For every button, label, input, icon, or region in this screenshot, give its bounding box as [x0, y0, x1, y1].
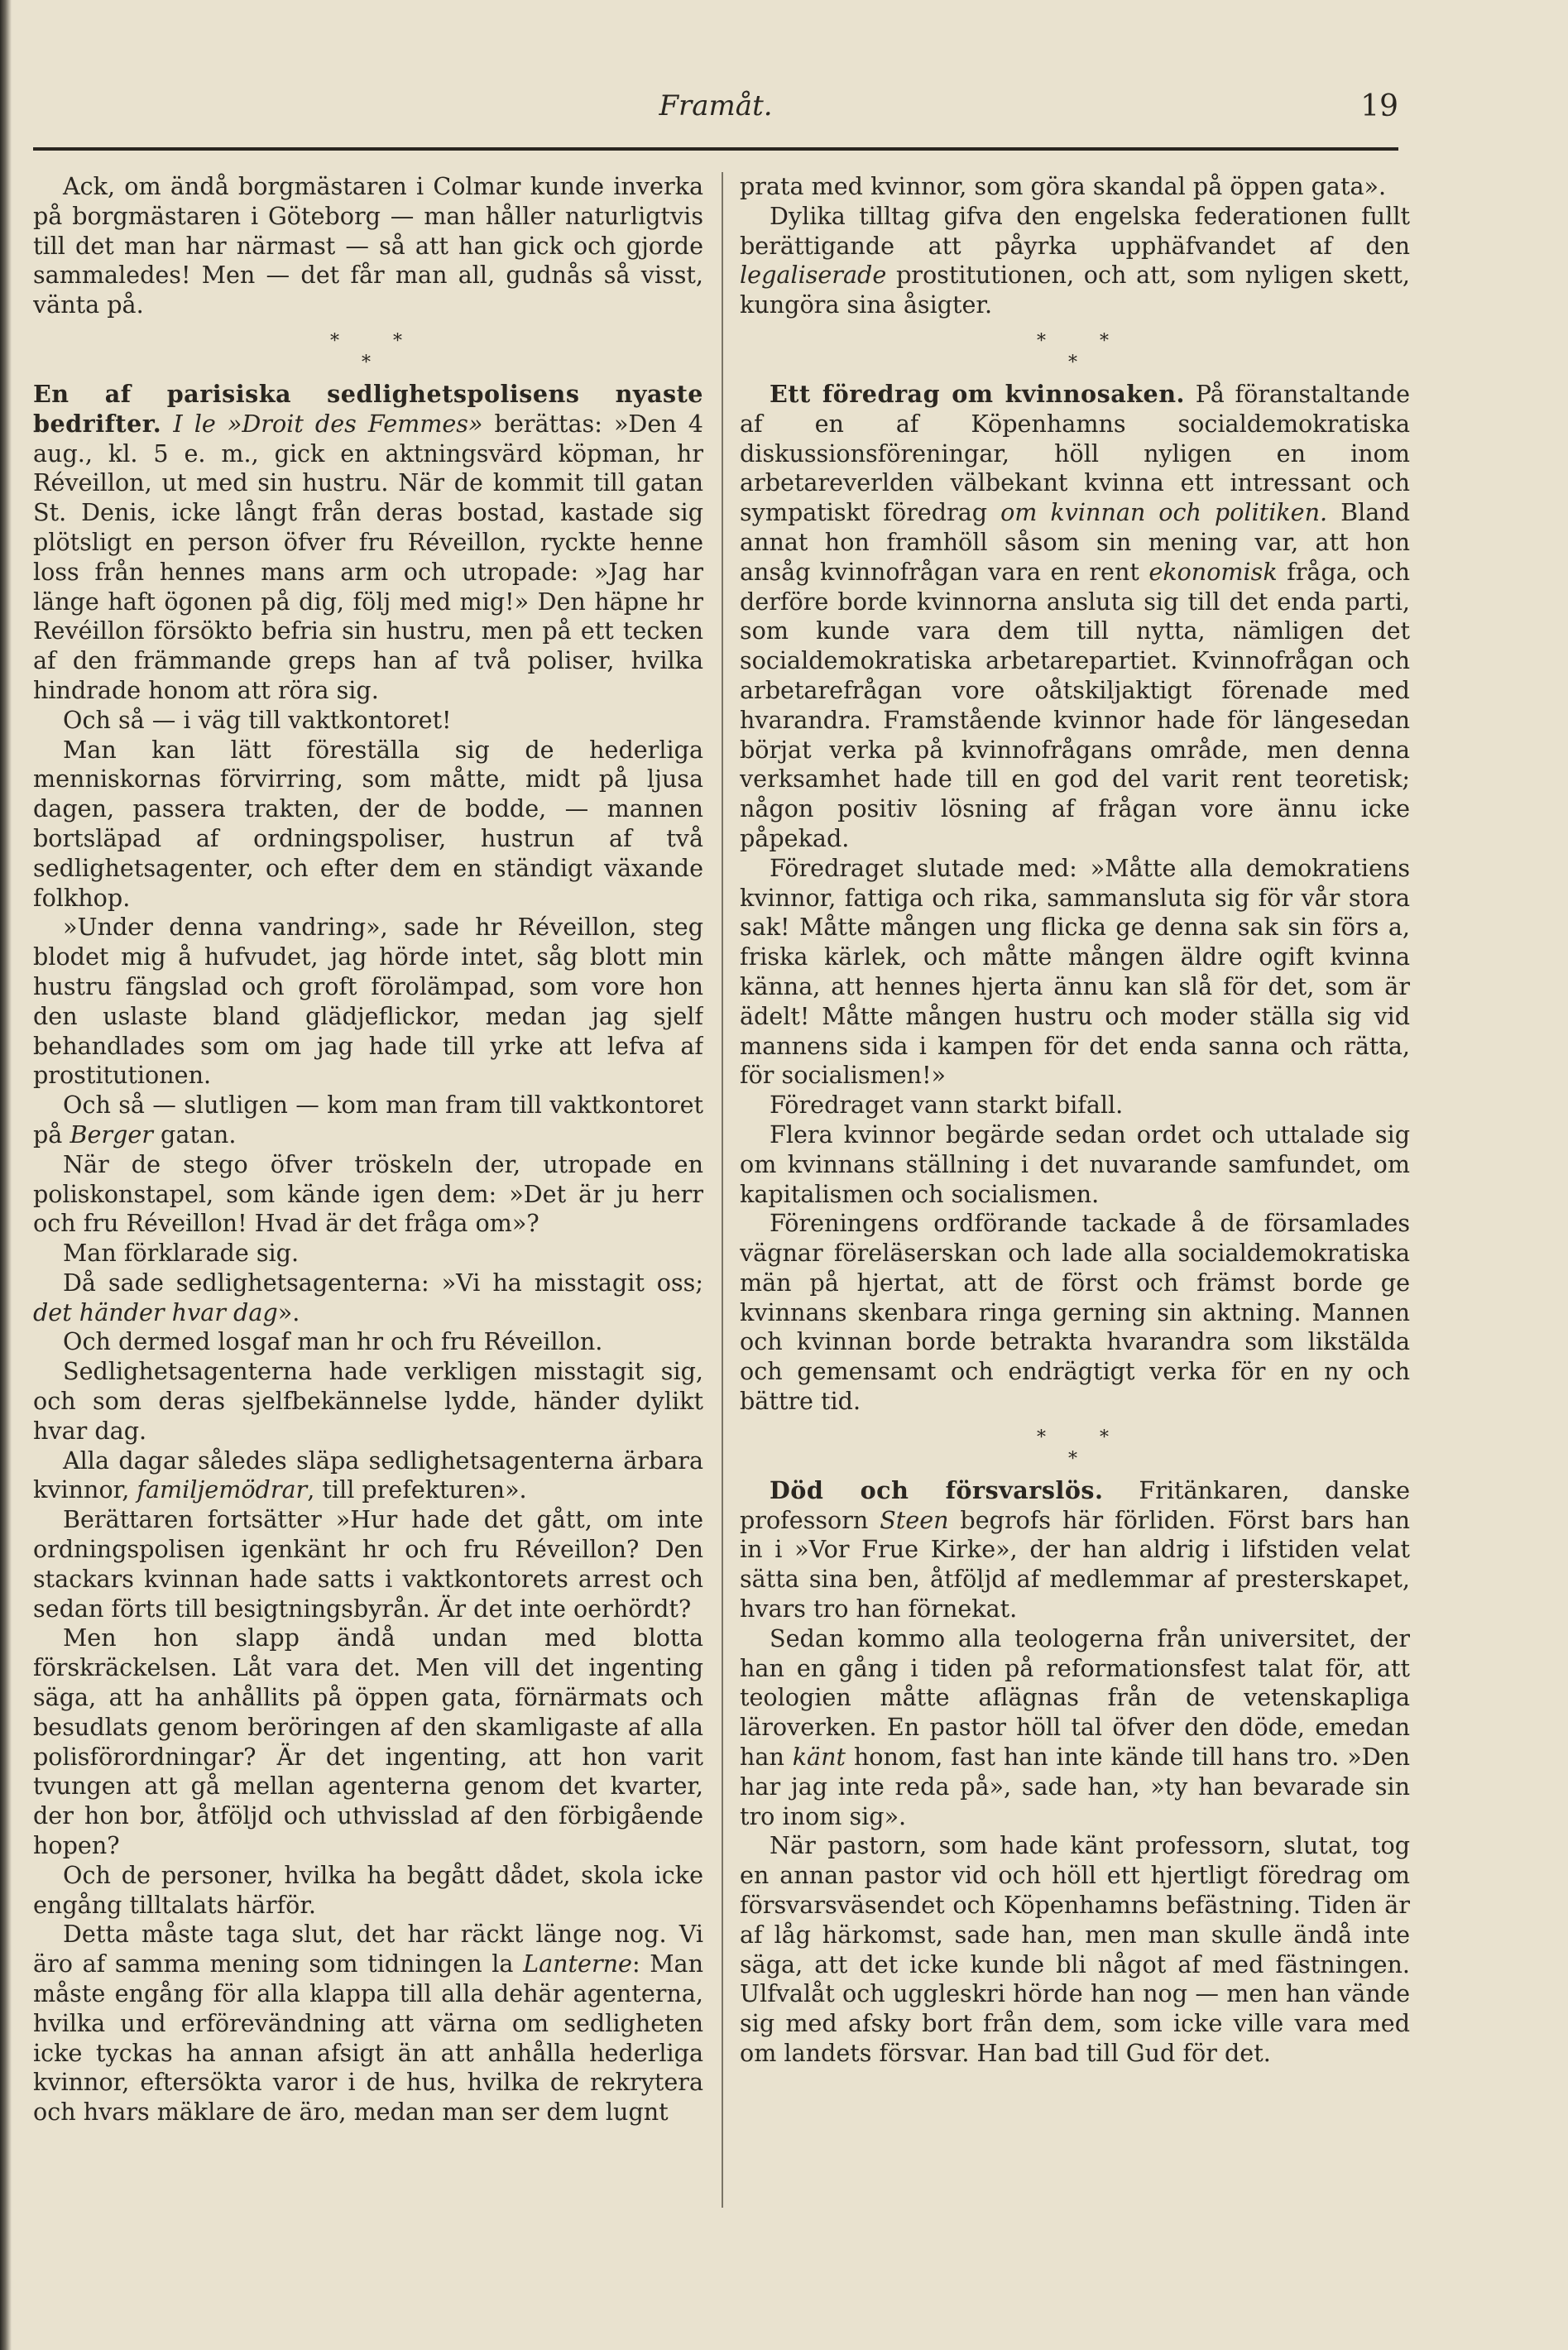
paragraph: »Under denna vandring», sade hr Réveillon, steg blodet mig å hufvudet, jag hörde intet, såg blott min hustru fängslad och groft förolämpad, som vore hon den uslaste bland glädjeflickor, medan jag sjelf behandlades som om jag hade till yrke att lefva af prostitutionen. — [33, 913, 703, 1090]
paragraph: Och så — slutligen — kom man fram till vaktkontoret på Berger gatan. — [33, 1091, 703, 1149]
article-paragraph: En af parisiska sedlighetspolisens nyaste bedrifter. I le »Droit des Femmes» berättas: »Den 4 aug., kl. 5 e. m., gick en aktningsvärd köpman, hr Réveillon, ut med sin hustru. När de kommit till gatan St. Denis, icke långt från deras bostad, kastade sig plötsligt en person öfver fru Réveillon, ryckte henne loss från hennes mans arm och utropade: »Jag har länge haft ögonen på dig, följ med mig!» Den häpne hr Revéillon försökto befria sin hustru, men på ett tecken af den främmande greps han af två poliser, hvilka hindrade honom att röra sig. — [33, 379, 703, 704]
left-column — [33, 172, 703, 2324]
column-divider — [722, 172, 723, 2208]
article-heading: Död och försvarslös. — [770, 1475, 1104, 1504]
paragraph: Flera kvinnor begärde sedan ordet och uttalade sig om kvinnans ställning i det nuvarande samfundet, om kapitalismen och socialismen. — [740, 1120, 1410, 1208]
paragraph: Och så — i väg till vaktkontoret! — [63, 705, 452, 734]
paragraph: Föredraget vann starkt bifall. — [770, 1091, 1124, 1120]
page-number: 19 — [1360, 89, 1398, 123]
paragraph: Och de personer, hvilka ha begått dådet, skola icke engång tilltalats härför. — [33, 1860, 703, 1919]
section-separator: * * * — [330, 330, 402, 373]
article-heading: En af parisiska sedlighetspolisens nyaste bedrifter. — [33, 379, 703, 438]
paragraph: Sedlighetsagenterna hade verkligen misstagit sig, och som deras sjelfbekännelse lydde, händer dylikt hvar dag. — [33, 1357, 703, 1445]
paragraph: Föreningens ordförande tackade å de församlades vägnar föreläserskan och lade alla socialdemokratiska män på hjertat, att de först och främst borde ge kvinnans skenbara ringa gerning sin aktning. Mannen och kvinnan borde betrakta hvarandra som likstälda och gemensamt och endrägtigt verka för en ny och bättre tid. — [740, 1209, 1410, 1416]
paragraph: När pastorn, som hade känt professorn, slutat, tog en annan pastor vid och höll ett hjertligt föredrag om försvarsväsendet och Köpenhamns befästning. Tiden är af låg härkomst, sade han, men man skulle ändå inte säga, att det icke kunde bli något af med fästningen. Ulfvalåt och uggleskri hörde han nog — men han vände sig med afsky bort från dem, som icke ville vara med om landets försvar. Han bad till Gud för det. — [740, 1831, 1410, 2068]
paragraph: När de stego öfver tröskeln der, utropade en poliskonstapel, som kände igen dem: »Det är ju herr och fru Réveillon! Hvad är det fråga om»? — [33, 1149, 703, 1238]
article-paragraph: Död och försvarslös. Fritänkaren, danske professorn Steen begrofs här förliden. Först bars han in i »Vor Frue Kirke», der han aldrig i lifstiden velat sätta sina ben, åtföljd af medlemmar af presterskapet, hvars tro han förnekat. — [740, 1475, 1410, 1623]
paragraph: Alla dagar således släpa sedlighetsagenterna ärbara kvinnor, familjemödrar, till prefekturen». — [33, 1446, 703, 1504]
paragraph: Dylika tilltag gifva den engelska federationen fullt berättigande att påyrka upphäfvandet af den legaliserade prostitutionen, och att, som nyligen skett, kungöra sina åsigter. — [740, 201, 1410, 319]
paragraph: Då sade sedlighetsagenterna: »Vi ha misstagit oss; det händer hvar dag». — [33, 1268, 703, 1326]
running-title: Framåt. — [659, 89, 773, 122]
paragraph: Och dermed losgaf man hr och fru Réveillon. — [63, 1327, 603, 1356]
section-separator: * * * — [1037, 330, 1109, 373]
header-rule — [33, 147, 1398, 151]
source-citation: I le »Droit des Femmes» — [173, 409, 483, 438]
paragraph: Man förklarade sig. — [63, 1239, 300, 1268]
paragraph: Men hon slapp ändå undan med blotta förskräckelsen. Låt vara det. Men vill det ingenting säga, att ha anhållits på öppen gata, förnärmats och besudlats genom beröringen af den skamligaste af alla polisförordningar? Är det ingenting, att hon varit tvungen att gå mellan agenterna genom det kvarter, der hon bor, åtföljd och uthvisslad af den förbigående hopen? — [33, 1623, 703, 1860]
page-header — [33, 83, 1398, 132]
paragraph: prata med kvinnor, som göra skandal på öppen gata». — [740, 172, 1387, 200]
paragraph: Ack, om ändå borgmästaren i Colmar kunde inverka på borgmästaren i Göteborg — man håller naturligtvis till det man har närmast — så att han gick och gjorde sammaledes! Men — det får man all, gudnås så visst, vänta på. — [33, 172, 703, 319]
paragraph: Föredraget slutade med: »Måtte alla demokratiens kvinnor, fattiga och rika, sammansluta sig för vår stora sak! Måtte mången ung flicka ge denna sak sin förs a, friska kärlek, och måtte mången äldre ogift kvinna känna, att hennes hjerta ännu kan slå för det, som är ädelt! Måtte mången hustru och moder ställa sig vid mannens sida i kampen för det enda sanna och rätta, för socialismen!» — [740, 853, 1410, 1090]
paragraph: Sedan kommo alla teologerna från universitet, der han en gång i tiden på reformationsfest talat för, att teologien måtte aflägnas från de vetenskapliga läroverken. En pastor höll tal öfver den döde, emedan han känt honom, fast han inte kände till hans tro. »Den har jag inte reda på», sade han, »ty han bevarade sin tro inom sig». — [740, 1623, 1410, 1830]
paragraph: Detta måste taga slut, det har räckt länge nog. Vi äro af samma mening som tidningen la Lanterne: Man måste engång för alla klappa till alla dehär agenterna, hvilka und erförevändning att värna om sedligheten icke tyckas ha annan afsigt än att anhålla hederliga kvinnor, eftersökta varor i de hus, hvilka de rekrytera och hvars mäklare de äro, medan man ser dem lugnt — [33, 1920, 703, 2127]
book-binding-edge — [0, 0, 12, 2350]
right-column — [740, 172, 1410, 2324]
article-paragraph: Ett föredrag om kvinnosaken. På föranstaltande af en af Köpenhamns socialdemokratiska diskussionsföreningar, höll nyligen en inom arbetareverlden välbekant kvinna ett intressant och sympatiskt föredrag om kvinnan och politiken. Bland annat hon framhöll såsom sin mening var, att hon ansåg kvinnofrågan vara en rent ekonomisk fråga, och derföre borde kvinnorna ansluta sig till det enda parti, som kunde vara dem till nytta, nämligen det socialdemokratiska arbetarepartiet. Kvinnofrågan och arbetarefrågan vore oåtskiljaktigt förenade med hvarandra. Framstående kvinnor hade för längesedan börjat verka på kvinnofrågans område, men denna verksamhet hade till en god del varit rent teoretisk; någon positiv lösning af frågan vore ännu icke påpekad. — [740, 379, 1410, 852]
article-heading: Ett föredrag om kvinnosaken. — [770, 379, 1185, 408]
paragraph: Berättaren fortsätter »Hur hade det gått, om inte ordningspolisen igenkänt hr och fru Réveillon? Den stackars kvinnan hade satts i vaktkontorets arrest och sedan förts till besigtningsbyrån. Är det inte oerhördt? — [33, 1505, 703, 1623]
paragraph: Man kan lätt föreställa sig de hederliga menniskornas förvirring, som måtte, midt på ljusa dagen, passera trakten, der de bodde, — mannen bortsläpad af ordningspoliser, hustrun af två sedlighetsagenter, och efter dem en ständigt växande folkhop. — [33, 735, 703, 912]
section-separator: * * * — [1037, 1427, 1109, 1470]
